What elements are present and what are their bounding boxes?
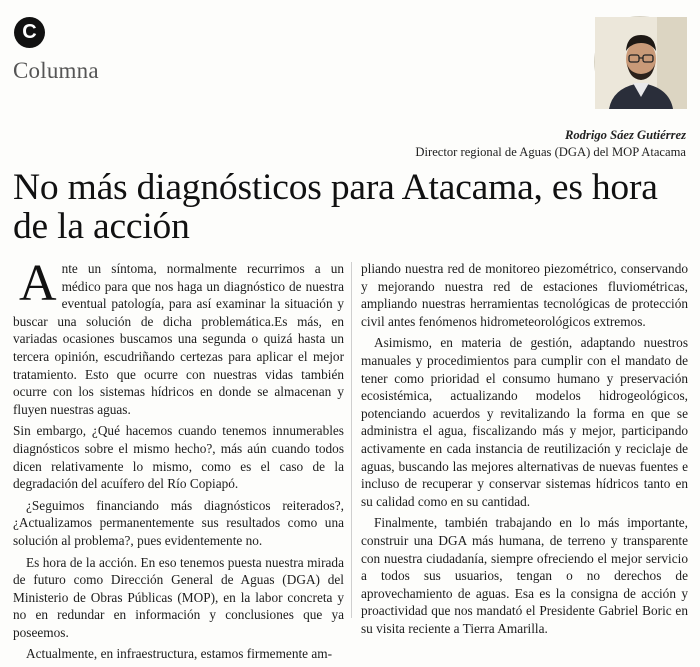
paragraph: nte un síntoma, normalmente recurrimos a un médico para que nos haga un diagnóstico de nuestra eventual patología, para así examinar la situación y buscar una solución de dicha problemática.Es más, en variadas ocasiones buscamos una segunda o quizá hasta un tercera opinión, escudriñando certezas para aplicar el mejor tratamiento. Esto que ocurre con nuestras vidas también ocurre con los sistemas hídricos en donde se almacenan y fluyen nuestras aguas. bbox=[13, 261, 344, 417]
author-name: Rodrigo Sáez Gutiérrez bbox=[564, 128, 686, 142]
paragraph: ¿Seguimos financiando más diagnósticos reiterados?, ¿Actualizamos permanentemente sus resultados como una solución al problema?, pues evidentemente no. bbox=[13, 497, 344, 548]
article-headline: No más diagnósticos para Atacama, es hora de la acción bbox=[13, 167, 658, 247]
author-photo bbox=[594, 16, 686, 108]
paragraph: pliando nuestra red de monitoreo piezométrico, conservando y mejorando nuestra red de estaciones fluviométricas, ampliando nuestras herramientas tecnológicas de protección civil antes fenómenos hidrometeorológicos extremos. bbox=[361, 261, 688, 329]
paragraph: Sin embargo, ¿Qué hacemos cuando tenemos innumerables diagnósticos sobre el mismo hecho?, más aún cuando todos dicen relativamente lo mismo, como es el caso de la degradación del acuífero del Río Copiapó. bbox=[13, 423, 344, 492]
article-column-left bbox=[13, 255, 344, 667]
column-divider bbox=[351, 262, 352, 618]
brand-logo: C bbox=[14, 17, 45, 48]
author-byline bbox=[415, 127, 686, 161]
section-label: Columna bbox=[13, 58, 99, 83]
article-column-right bbox=[361, 260, 688, 641]
drop-cap: A bbox=[19, 255, 57, 312]
paragraph: Asimismo, en materia de gestión, adaptando nuestros manuales y procedimientos para cumplir con el mandato de tener como prioridad el consumo humano y preservación ecosistémica, actualizando modelos hidrogeológicos, potenciando acuerdos y revitalizando la forma en que se administra el agua, fiscalizando más y mejor, participando activamente en cada instancia de reutilización y reciclaje de aguas, buscando las mejores alternativas de nuevas fuentes e incluso de recuperar y conservar sistemas hídricos tanto en su calidad como en su cantidad. bbox=[361, 335, 688, 509]
paragraph: Finalmente, también trabajando en lo más importante, construir una DGA más humana, de terreno y transparente con nuestra ciudadanía, siempre ofreciendo el mejor servicio a todos sus usuarios, tengan o no derechos de aprovechamiento de aguas. Esa es la consigna de acción y proactividad que nos mandató el Presidente Gabriel Boric en su visita reciente a Tierra Amarilla. bbox=[361, 515, 688, 636]
paragraph: Actualmente, en infraestructura, estamos firmemente am- bbox=[26, 646, 333, 662]
paragraph: Es hora de la acción. En eso tenemos puesta nuestra mirada de futuro como Dirección General de Aguas (DGA) del Ministerio de Obras Públicas (MOP), en la labor concreta y no en redundar en información y conclusiones que ya poseemos. bbox=[13, 554, 344, 640]
author-role: Director regional de Aguas (DGA) del MOP Atacama bbox=[415, 145, 686, 159]
